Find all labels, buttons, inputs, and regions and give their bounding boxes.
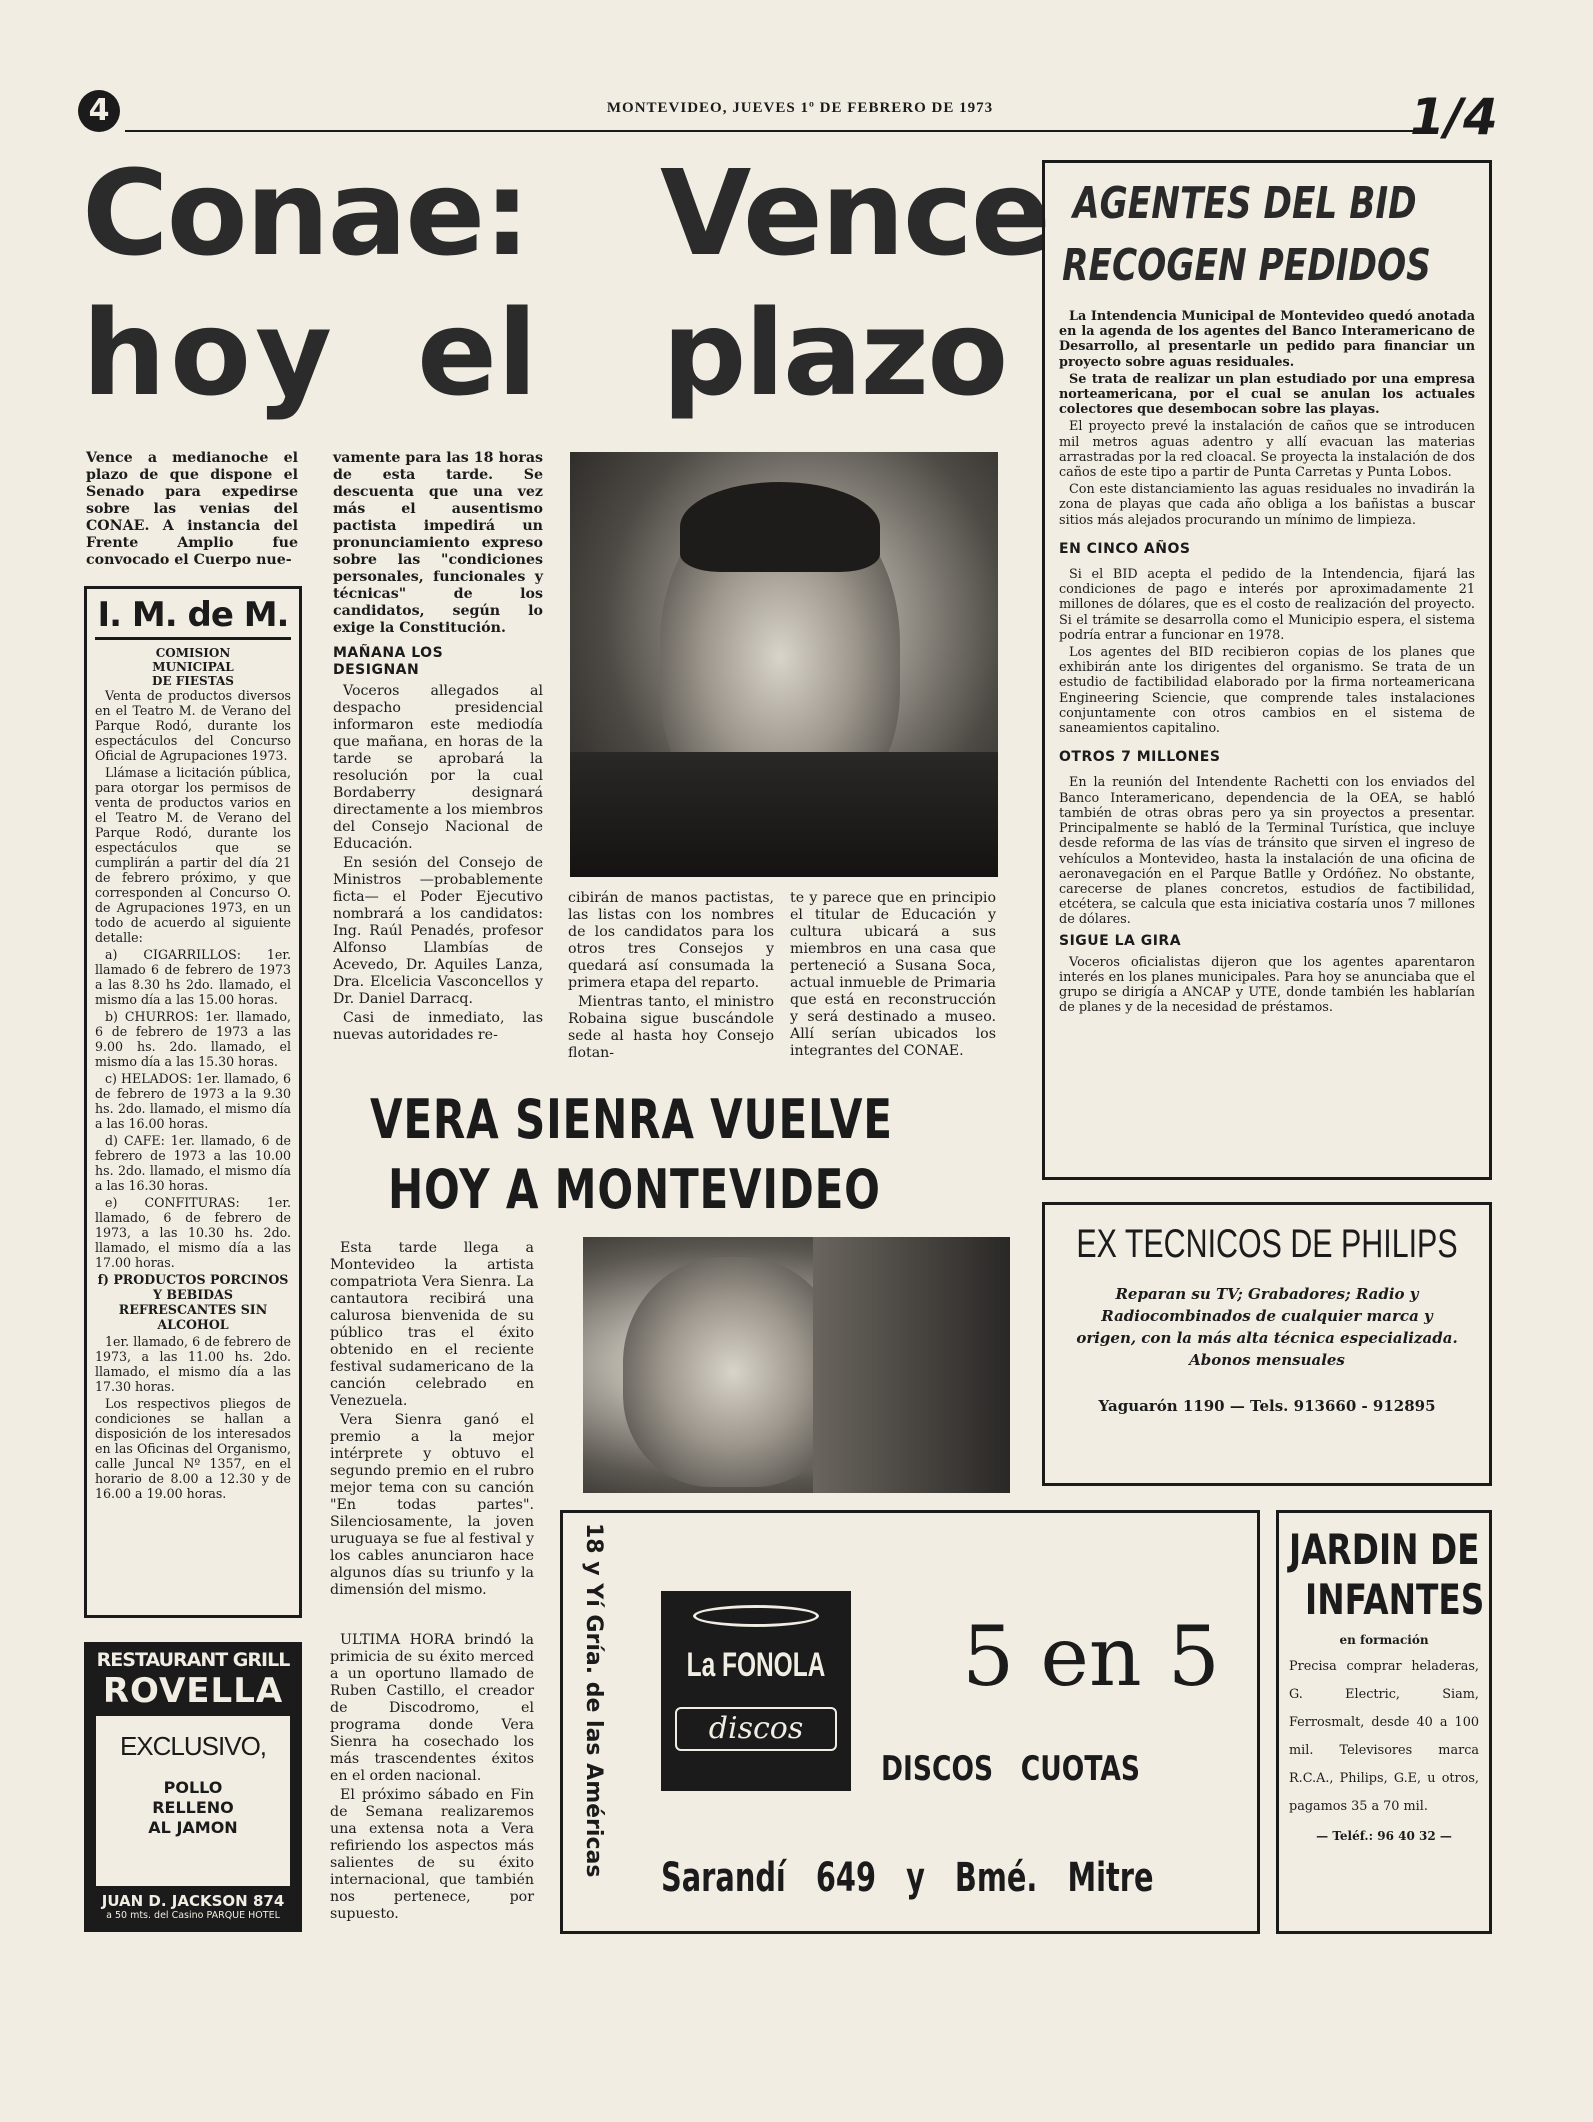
fonola-logo [661,1591,851,1791]
fonola-side: 18 y Yí Gría. de las Américas [581,1523,606,1878]
rovella-inner [96,1716,290,1886]
bid-s1: EN CINCO AÑOS [1059,540,1191,557]
jardin-h1: JARDIN DE [1289,1525,1480,1574]
imm-sub-2: MUNICIPAL [152,660,234,674]
imm-d: d) CAFE: 1er. llamado, 6 de febrero de 1973 a las 10.00 hs. 2do. llamado, el mismo día a las 16.30 horas. [95,1133,291,1193]
rovella-line5: RELLENO [152,1798,234,1817]
logo-text: 1/4 [1410,88,1498,146]
vera-p3: ULTIMA HORA brindó la primicia de su éxito merced a un oportuno llamado de Ruben Castillo, el creador de Discodromo, el programa donde Vera Sienra ha cosechado los más trascendentes éxitos en el orden nacional. [330,1632,534,1784]
headline-word: Vence [660,144,1049,282]
imm-sub [95,646,291,688]
manana-subhead-1: MAÑANA LOS [333,645,444,661]
philips-text: Reparan su TV; Grabadores; Radio y Radiocombinados de cualquier marca y origen, con la más alta técnica especializada. Abonos mensuales [1076,1285,1458,1369]
main-headline [82,144,1049,438]
date-line: MONTEVIDEO, JUEVES 1º DE FEBRERO DE 1973 [606,100,994,116]
headline-word: hoy [82,284,336,422]
philips-ad [1042,1202,1492,1486]
imm-title: I. M. de M. [97,595,289,635]
fonola-address: Sarandí 649 y Bmé. Mitre [661,1855,1154,1901]
portrait-hair [680,482,880,572]
jardin-text: Precisa comprar heladeras, G. Electric, Siam, Ferrosmalt, desde 40 a 100 mil. Televisores marca R.C.A., Philips, G.E, u otros, pagamos 35 a 70 mil. [1289,1659,1479,1814]
bid-h1: AGENTES DEL BID [1073,178,1417,229]
manana-col3 [568,890,774,1064]
bid-s2: OTROS 7 MILLONES [1059,749,1221,766]
header-rule-left [125,130,1430,132]
headline-word: el [417,284,538,422]
bid-p2: El proyecto prevé la instalación de caños que se introducen mil metros aguas adentro y allí evacuan las materias arrastradas por la red cloacal. Se proyecta la instalación de dos caños de este tipo a partir de Punta Carretas y Punta Lobos. [1059,419,1475,481]
fonola-side-text [573,1523,613,1923]
jardin-ad [1276,1510,1492,1934]
rovella-line6: AL JAMON [148,1818,238,1837]
imm-divider [95,637,291,640]
jardin-sub: en formación [1339,1633,1429,1647]
bid-p4: Si el BID acepta el pedido de la Intendencia, fijará las condiciones de pago e interés por aproximadamente 21 millones de dólares, que es el costo de realización del proyecto. Si el trámite se desarrolla como el Municipio espera, el sistema podría entrar a funcionar en 1978. [1059,567,1475,643]
lead-text-1: Vence a medianoche el plazo de que dispone el Senado para expedirse sobre las venias del CONAE. A instancia del Frente Amplio fue convocado el Cuerpo nue- [86,450,298,568]
imm-p2: Llámase a licitación pública, para otorgar los permisos de venta de productos varios en el Teatro M. de Verano del Parque Rodó, durante los espectáculos que se cumplirán a partir del día 21 de febrero próximo, y que corresponden al Concurso O. de Agrupaciones 1973, en un todo de acuerdo al siguiente detalle: [95,765,291,945]
fonola-ad [560,1510,1260,1934]
bid-lead: La Intendencia Municipal de Montevideo quedó anotada en la agenda de los agentes del Banco Interamericano de Desarrollo, al presentarle un pedido para financiar un proyecto sobre aguas residuales. [1059,309,1475,370]
manana-p3: Casi de inmediato, las nuevas autoridades re- [333,1010,543,1043]
bid-p5: Los agentes del BID recibieron copias de los planes que exhibirán ante los dirigentes del organismo. Se trata de un estudio de factibilidad elaborado por la firma norteamericana Engineering Sciencie, que comprende tales instalaciones conjuntamente con otros cambios en el sistema de saneamientos capitalino. [1059,645,1475,737]
imm-sub-1: COMISION [155,646,231,660]
page-number: 4 [88,93,110,128]
vera-h2: HOY A MONTEVIDEO [388,1158,881,1221]
bid-body [1059,309,1475,1016]
jardin-h2: INFANTES [1305,1575,1485,1624]
jardin-tel: — Teléf.: 96 40 32 — [1316,1829,1452,1843]
rovella-line1: RESTAURANT GRILL [96,1649,290,1671]
bid-s3: SIGUE LA GIRA [1059,932,1182,949]
fonola-logo-2: discos [675,1707,837,1751]
vera-h1: VERA SIENRA VUELVE [370,1088,893,1151]
philips-address: Yaguarón 1190 — Tels. 913660 - 912895 [1098,1397,1436,1415]
vera-col [330,1240,534,1601]
imm-body [95,688,291,1501]
rovella-line4: POLLO [163,1778,223,1797]
fonola-big: 5 en 5 [962,1610,1220,1705]
lead-col1 [86,450,298,571]
headline-word: Conae: [82,144,529,282]
bid-p7: Voceros oficialistas dijeron que los agentes aparentaron interés en los planes municipales. Para hoy se anunciaba que el grupo se dirigía a ANCAP y UTE, donde también les hablarían de planes y de la necesidad de préstamos. [1059,954,1475,1016]
imm-sub-3: DE FIESTAS [152,674,234,688]
rovella-line8: a 50 mts. del Casino PARQUE HOTEL [106,1910,280,1921]
rovella-line3: EXCLUSIVO, [119,1731,267,1761]
manana-c4: te y parece que en principio el titular de Educación y cultura ubicará a sus miembros en una casa que perteneció a Susana Soca, actual inmueble de Primaria que está en reconstrucción y será destinado a museo. Allí serían ubicados los integrantes del CONAE. [790,890,996,1059]
lead-col2 [333,450,543,1046]
imm-c: c) HELADOS: 1er. llamado, 6 de febrero de 1973 a la 9.30 hs. 2do. llamado, el mismo día a las 16.00 horas. [95,1071,291,1131]
disc-icon [693,1605,819,1627]
page-number-badge [78,90,120,132]
fonola-logo-1: La FONOLA [686,1646,826,1684]
imm-a: a) CIGARRILLOS: 1er. llamado 6 de febrero de 1973 a las 8.30 hs 2do. llamado, el mismo día a las 15.00 horas. [95,947,291,1007]
bid-article-box [1042,160,1492,1180]
portrait-shadow [570,752,998,877]
rovella-line2: ROVELLA [102,1671,284,1711]
imm-f: 1er. llamado, 6 de febrero de 1973, a las 11.00 hs. 2do. llamado, el mismo día a las 17.30 horas. [95,1334,291,1394]
philips-headline: EX TECNICOS DE PHILIPS [1076,1222,1458,1266]
vera-photo [583,1237,1010,1493]
rovella-line7: JUAN D. JACKSON 874 [101,1892,285,1910]
imm-b: b) CHURROS: 1er. llamado, 6 de febrero de 1973 a las 9.00 hs. 2do. llamado, el mismo día a las 15.30 horas. [95,1009,291,1069]
bid-h2: RECOGEN PEDIDOS [1062,240,1431,291]
bid-headline [1059,173,1475,297]
bid-p1: Se trata de realizar un plan estudiado por una empresa norteamericana, por el cual se anulan los actuales colectores que desembocan sobre las playas. [1059,371,1475,418]
manana-c3b: Mientras tanto, el ministro Robaina sigue buscándole sede al hasta hoy Consejo flotan- [568,994,774,1061]
vera-col-2 [330,1632,534,1925]
portrait-photo [570,452,998,877]
bid-p6: En la reunión del Intendente Rachetti con los enviados del Banco Interamericano, dependencia de la OEA, se habló también de otras obras pero ya sin proyectos a presentar. Principalmente se habló de la Terminal Turística, que incluye desde reforma de las vías de tránsito que sirven el ingreso de vehículos a Montevideo, hasta la instalación de una oficina de aeronavegación en el Parque Batlle y Ordóñez. No obstante, carecerse de planes concretos, estudios de factibilidad, etcétera, se calcula que esta iniciativa costaría unos 7 millones de dólares. [1059,775,1475,928]
fonola-mid: DISCOS CUOTAS [881,1749,1140,1789]
logo-mark [1410,82,1498,152]
imm-e: e) CONFITURAS: 1er. llamado, 6 de febrero de 1973, a las 10.30 hs. 2do. llamado, el mismo día a las 17.00 horas. [95,1195,291,1270]
vera-p1: Esta tarde llega a Montevideo la artista compatriota Vera Sienra. La cantautora recibirá una calurosa bienvenida de su público tras el éxito obtenido en el reciente festival sudamericano de la canción celebrado en Venezuela. [330,1240,534,1409]
rovella-ad [84,1642,302,1932]
manana-p1: Voceros allegados al despacho presidencial informaron este mediodía que mañana, en horas de la tarde se aprobará la resolución por la cual Bordaberry designará directamente a los miembros del Consejo Nacional de Educación. [333,683,543,852]
imm-p1: Venta de productos diversos en el Teatro M. de Verano del Parque Rodó, durante los espectáculos del Concurso Oficial de Agrupaciones 1973. [95,688,291,763]
imm-notice-box [84,586,302,1618]
imm-f-title: f) PRODUCTOS PORCINOS Y BEBIDAS REFRESCANTES SIN ALCOHOL [97,1272,289,1332]
vera-headline [370,1088,1010,1238]
manana-col4 [790,890,996,1062]
bid-p3: Con este distanciamiento las aguas residuales no invadirán la zona de playas que cada año obliga a los bañistas a buscar sitios más alejados procurando un mínimo de limpieza. [1059,482,1475,528]
manana-c3: cibirán de manos pactistas, las listas con los nombres de los candidatos para los otros tres Consejos y quedará así consumada la primera etapa del reparto. [568,890,774,991]
manana-subhead [333,645,543,679]
vera-p2: Vera Sienra ganó el premio a la mejor intérprete y obtuvo el segundo premio en el rubro mejor tema con su canción "En todas partes". Silenciosamente, la joven uruguaya se fue al festival y los cables anunciaron hace algunos días su triunfo y la dimensión del mismo. [330,1412,534,1598]
imm-p3: Los respectivos pliegos de condiciones se hallan a disposición de los interesados en las Oficinas del Organismo, calle Juncal Nº 1357, en el horario de 8.00 a 12.30 y de 16.00 a 19.00 horas. [95,1396,291,1501]
vera-p4: El próximo sábado en Fin de Semana realizaremos una extensa nota a Vera refiriendo los aspectos más salientes de su éxito internacional, que también nos pertenece, por supuesto. [330,1787,534,1922]
vera-hair [813,1237,1010,1493]
manana-subhead-2: DESIGNAN [333,662,420,678]
vera-face [623,1257,843,1487]
lead-text-2: vamente para las 18 horas de esta tarde. Se descuenta que una vez más el ausentismo pactista impedirá un pronunciamiento expreso sobre las "condiciones personales, funcionales y técnicas" de los candidatos, según lo exige la Constitución. [333,450,543,636]
manana-p2: En sesión del Consejo de Ministros —probablemente ficta— el Poder Ejecutivo nombrará a los candidatos: Ing. Raúl Penadés, profesor Alfonso Llambías de Acevedo, Dr. Aquiles Lanza, Dra. Elcelicia Vasconcellos y Dr. Daniel Darracq. [333,855,543,1007]
headline-word: plazo [662,284,1007,422]
